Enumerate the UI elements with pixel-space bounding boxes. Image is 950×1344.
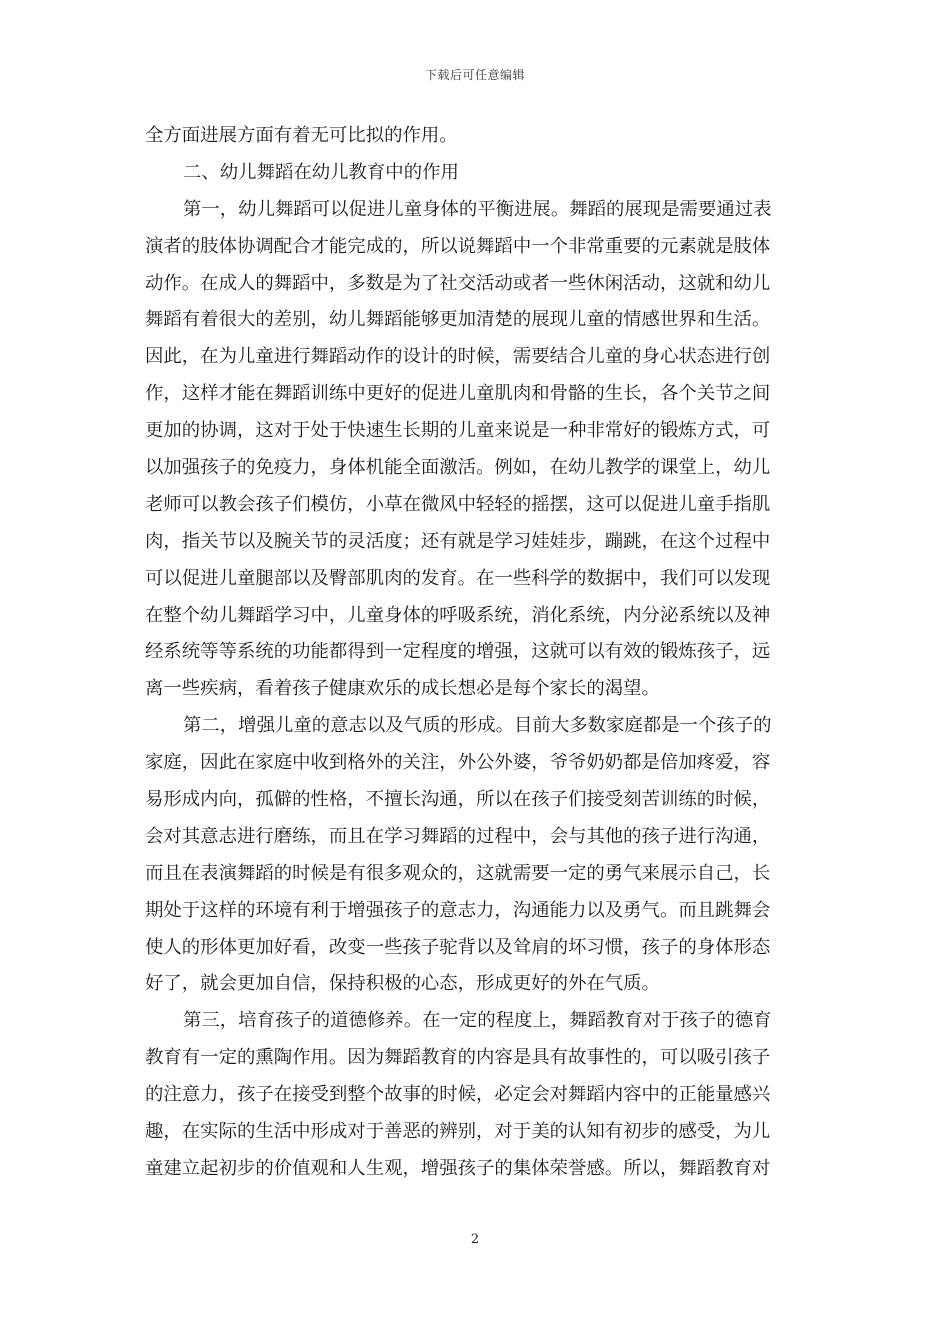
page-number: 2 [470,1232,480,1247]
body-line: 的注意力，孩子在接受到整个故事的时候，必定会对舞蹈内容中的正能量感兴 [145,1084,771,1106]
body-line: 可以促进儿童腿部以及臀部肌肉的发育。在一些科学的数据中，我们可以发现 [145,567,771,589]
body-line: 动作。在成人的舞蹈中，多数是为了社交活动或者一些休闲活动，这就和幼儿 [145,272,771,294]
body-line: 而且在表演舞蹈的时候是有很多观众的，这就需要一定的勇气来展示自己，长 [145,862,771,884]
body-line: 经系统等等系统的功能都得到一定程度的增强，这就可以有效的锻炼孩子，远 [145,641,771,663]
body-line: 会对其意志进行磨练，而且在学习舞蹈的过程中，会与其他的孩子进行沟通， [145,825,771,847]
body-line: 好了，就会更加自信，保持积极的心态，形成更好的外在气质。 [145,973,660,995]
body-line: 舞蹈有着很大的差别，幼儿舞蹈能够更加清楚的展现儿童的情感世界和生活。 [145,309,771,331]
body-line: 趣，在实际的生活中形成对于善恶的辨别，对于美的认知有初步的感受，为儿 [145,1121,771,1143]
section-heading: 二、幼儿舞蹈在幼儿教育中的作用 [183,161,459,183]
body-line: 童建立起初步的价值观和人生观，增强孩子的集体荣誉感。所以，舞蹈教育对 [145,1157,771,1179]
page-header: 下载后可任意编辑 [424,68,525,82]
document-body [145,118,805,1188]
paragraph-first-line: 第二，增强儿童的意志以及气质的形成。目前大多数家庭都是一个孩子的 [183,715,772,737]
body-line: 演者的肢体协调配合才能完成的，所以说舞蹈中一个非常重要的元素就是肢体 [145,235,771,257]
body-line: 老师可以教会孩子们模仿，小草在微风中轻轻的摇摆，这可以促进儿童手指肌 [145,493,771,515]
body-line: 以加强孩子的免疫力，身体机能全面激活。例如，在幼儿教学的课堂上，幼儿 [145,457,771,479]
body-line: 使人的形体更加好看，改变一些孩子驼背以及耸肩的坏习惯，孩子的身体形态 [145,936,771,958]
body-line: 在整个幼儿舞蹈学习中，儿童身体的呼吸系统，消化系统，内分泌系统以及神 [145,604,771,626]
body-line: 易形成内向，孤僻的性格，不擅长沟通，所以在孩子们接受刻苦训练的时候， [145,789,771,811]
body-line: 离一些疾病，看着孩子健康欢乐的成长想必是每个家长的渴望。 [145,678,660,700]
body-line: 更加的协调，这对于处于快速生长期的儿童来说是一种非常好的锻炼方式，可 [145,420,771,442]
body-line: 教育有一定的熏陶作用。因为舞蹈教育的内容是具有故事性的，可以吸引孩子 [145,1047,771,1069]
body-line: 作，这样才能在舞蹈训练中更好的促进儿童肌肉和骨骼的生长，各个关节之间 [145,383,771,405]
body-line: 全方面进展方面有着无可比拟的作用。 [145,125,458,146]
paragraph-first-line: 第一，幼儿舞蹈可以促进儿童身体的平衡进展。舞蹈的展现是需要通过表 [183,198,772,220]
body-line: 因此，在为儿童进行舞蹈动作的设计的时候，需要结合儿童的身心状态进行创 [145,346,771,368]
body-line: 肉，指关节以及腕关节的灵活度；还有就是学习娃娃步，蹦跳，在这个过程中 [145,530,771,552]
body-line: 家庭，因此在家庭中收到格外的关注，外公外婆，爷爷奶奶都是倍加疼爱，容 [145,752,771,774]
paragraph-first-line: 第三，培育孩子的道德修养。在一定的程度上，舞蹈教育对于孩子的德育 [183,1010,772,1032]
body-line: 期处于这样的环境有利于增强孩子的意志力，沟通能力以及勇气。而且跳舞会 [145,899,771,921]
